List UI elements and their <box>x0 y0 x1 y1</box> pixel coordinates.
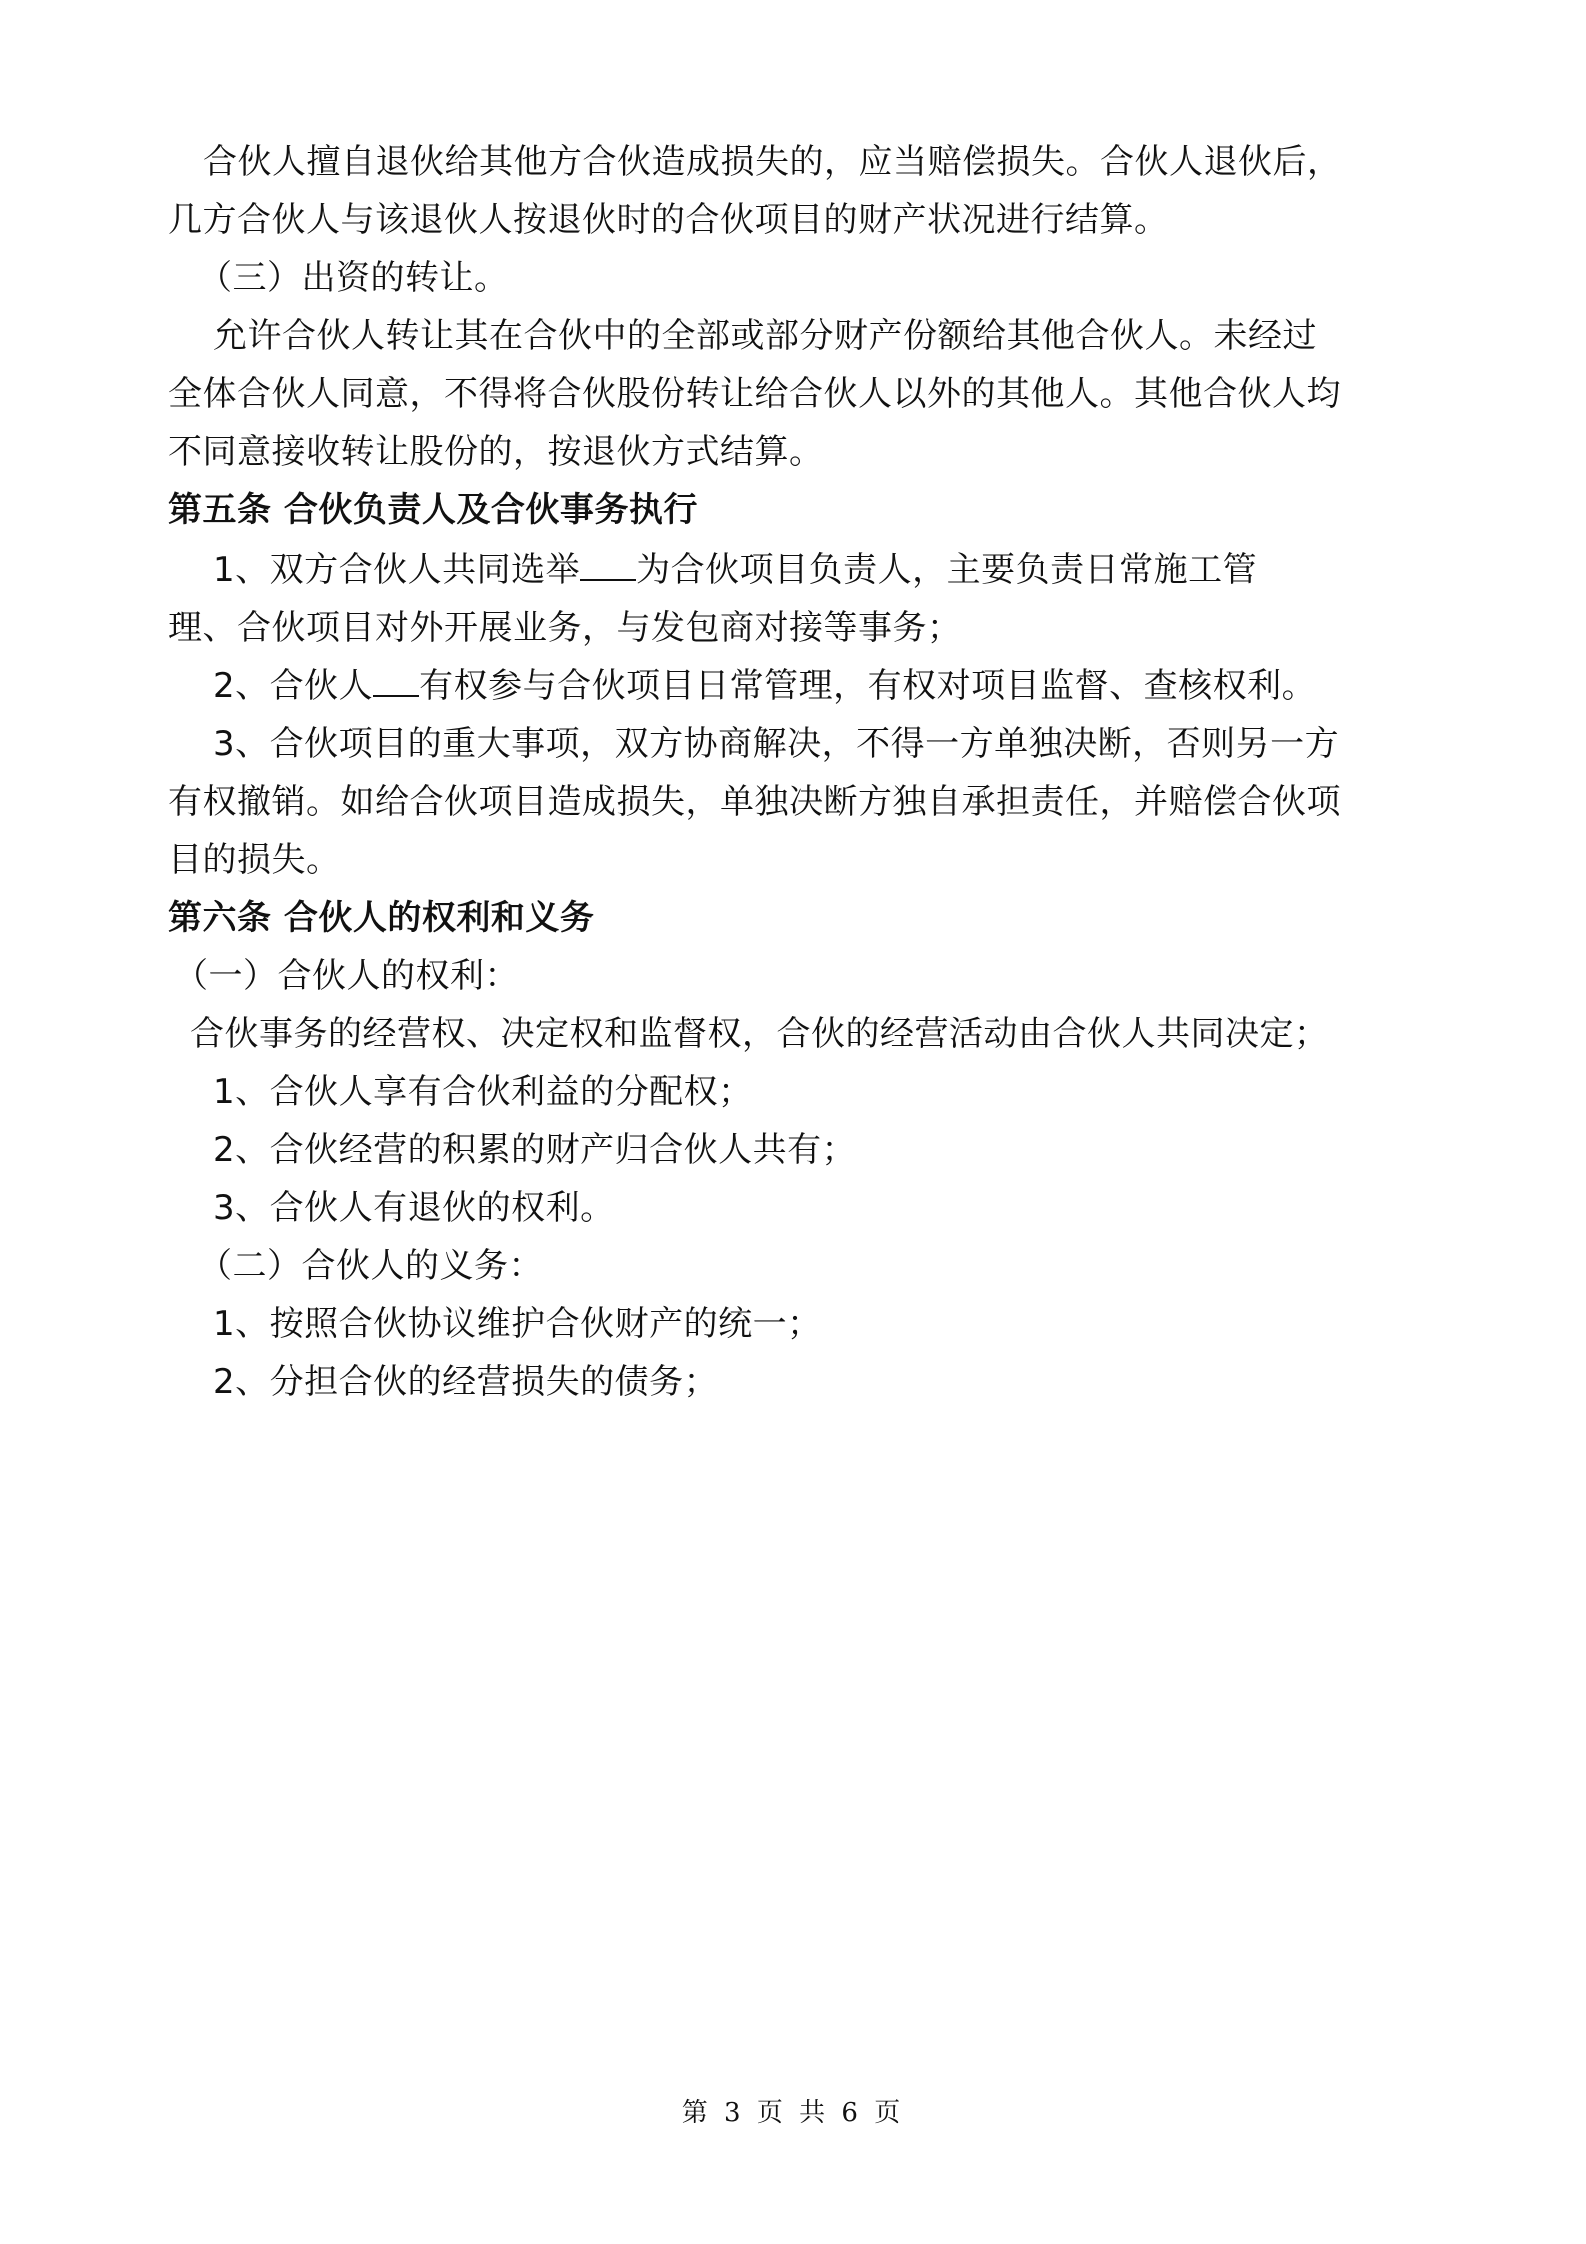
paragraph-line: 允许合伙人转让其在合伙中的全部或部分财产份额给其他合伙人。未经过 <box>213 316 1317 356</box>
list-item-text: 为合伙项目负责人，主要负责日常施工管 <box>636 550 1258 590</box>
fill-in-blank <box>580 549 636 581</box>
list-item-text: 1、双方合伙人共同选举 <box>213 550 581 590</box>
paragraph-line: 合伙事务的经营权、决定权和监督权，合伙的经营活动由合伙人共同决定； <box>190 1014 1329 1054</box>
paragraph-line: 合伙人擅自退伙给其他方合伙造成损失的，应当赔偿损失。合伙人退伙后， <box>203 142 1342 182</box>
fill-in-blank <box>373 665 419 697</box>
article-heading-5: 第五条 合伙负责人及合伙事务执行 <box>168 490 698 530</box>
paragraph-line: 几方合伙人与该退伙人按退伙时的合伙项目的财产状况进行结算。 <box>168 200 1169 240</box>
list-item-text: 2、合伙人 <box>213 666 374 706</box>
page-number-footer: 第 3 页 共 6 页 <box>681 2098 905 2128</box>
list-item: 1、按照合伙协议维护合伙财产的统一； <box>213 1304 822 1344</box>
article-heading-6: 第六条 合伙人的权利和义务 <box>168 898 595 938</box>
subsection-heading: （二）合伙人的义务： <box>198 1246 543 1286</box>
paragraph-line: 目的损失。 <box>168 840 341 880</box>
paragraph-line: 理、合伙项目对外开展业务，与发包商对接等事务； <box>168 608 962 648</box>
list-item: 2、分担合伙的经营损失的债务； <box>213 1362 719 1402</box>
list-item: 3、合伙人有退伙的权利。 <box>213 1188 615 1228</box>
list-item: 1、合伙人享有合伙利益的分配权； <box>213 1072 753 1112</box>
list-item-text: 有权参与合伙项目日常管理，有权对项目监督、查核权利。 <box>419 666 1317 706</box>
paragraph-line: 全体合伙人同意，不得将合伙股份转让给合伙人以外的其他人。其他合伙人均 <box>168 374 1341 414</box>
subsection-heading: （一）合伙人的权利： <box>174 956 519 996</box>
subsection-heading: （三）出资的转让。 <box>198 258 509 298</box>
paragraph-line: 有权撤销。如给合伙项目造成损失，单独决断方独自承担责任，并赔偿合伙项 <box>168 782 1341 822</box>
list-item: 2、合伙经营的积累的财产归合伙人共有； <box>213 1130 857 1170</box>
list-item <box>213 664 1316 708</box>
list-item: 3、合伙项目的重大事项，双方协商解决，不得一方单独决断，否则另一方 <box>213 724 1340 764</box>
paragraph-line: 不同意接收转让股份的，按退伙方式结算。 <box>168 432 824 472</box>
list-item <box>213 548 1257 592</box>
